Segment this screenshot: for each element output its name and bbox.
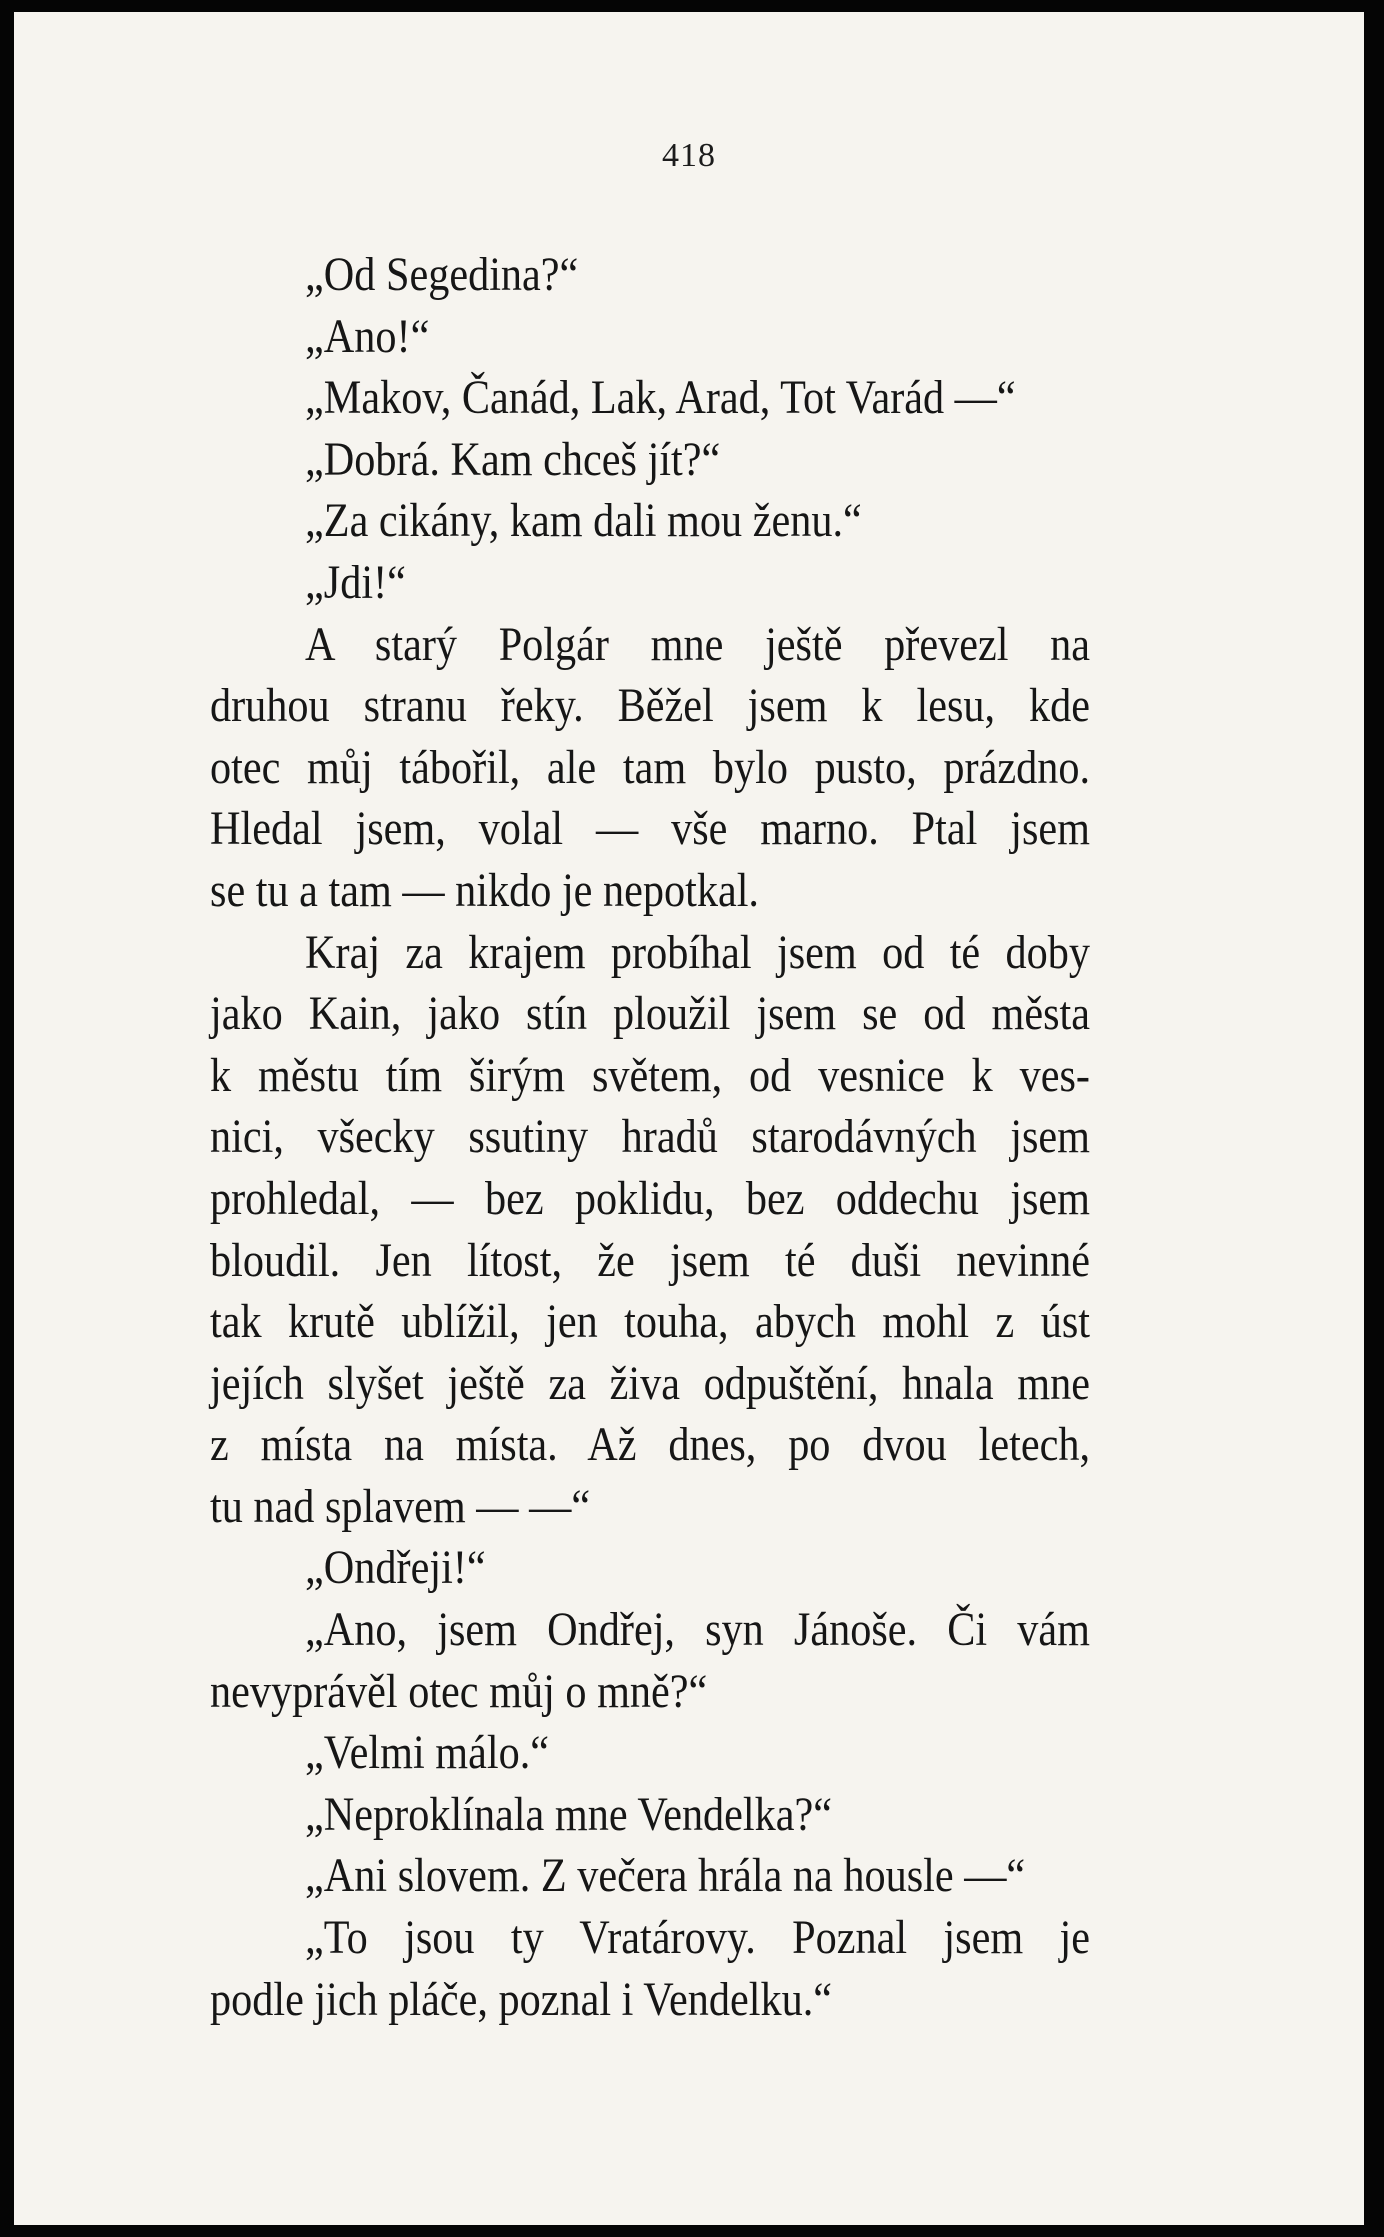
text-line: „To jsou ty Vratárovy. Poznal jsem je <box>305 1911 1090 1965</box>
text-line: „Jdi!“ <box>305 555 406 609</box>
book-page <box>14 12 1364 2225</box>
text-line: „Ano, jsem Ondřej, syn Jánoše. Či vám <box>305 1603 1090 1657</box>
text-line: „Dobrá. Kam chceš jít?“ <box>305 432 721 486</box>
text-line: „Ondřeji!“ <box>305 1541 486 1595</box>
text-line: bloudil. Jen lítost, že jsem té duši nevinné <box>210 1233 1090 1287</box>
page-text <box>210 244 1090 2030</box>
text-line: podle jich pláče, poznal i Vendelku.“ <box>210 1972 833 2026</box>
text-line: Hledal jsem, volal — vše marno. Ptal jsem <box>210 802 1090 856</box>
text-line: druhou stranu řeky. Běžel jsem k lesu, kde <box>210 679 1090 733</box>
text-line: „Makov, Čanád, Lak, Arad, Tot Varád —“ <box>305 371 1016 425</box>
text-line: „Velmi málo.“ <box>305 1726 550 1780</box>
text-line: k městu tím širým světem, od vesnice k ves- <box>210 1048 1090 1102</box>
text-line: prohledal, — bez poklidu, bez oddechu jsem <box>210 1171 1090 1225</box>
text-line: nevyprávěl otec můj o mně?“ <box>210 1664 708 1718</box>
text-line: „Za cikány, kam dali mou ženu.“ <box>305 494 862 548</box>
text-line: z místa na místa. Až dnes, po dvou letech, <box>210 1418 1090 1472</box>
text-line: tu nad splavem — —“ <box>210 1479 591 1533</box>
text-line: nici, všecky ssutiny hradů starodávných jsem <box>210 1110 1090 1164</box>
page-number: 418 <box>662 137 716 174</box>
text-line: „Ano!“ <box>305 309 430 363</box>
text-line: A starý Polgár mne ještě převezl na <box>305 617 1090 671</box>
text-line: tak krutě ublížil, jen touha, abych mohl z úst <box>210 1295 1090 1349</box>
text-line: otec můj tábořil, ale tam bylo pusto, prázdno. <box>210 740 1090 794</box>
text-line: jejích slyšet ještě za živa odpuštění, hnala mne <box>210 1356 1090 1410</box>
text-line: „Neproklínala mne Vendelka?“ <box>305 1787 833 1841</box>
text-line: se tu a tam — nikdo je nepotkal. <box>210 863 759 917</box>
text-line: „Ani slovem. Z večera hrála na housle —“ <box>305 1849 1026 1903</box>
text-line: jako Kain, jako stín ploužil jsem se od města <box>210 987 1090 1041</box>
text-line: Kraj za krajem probíhal jsem od té doby <box>305 925 1090 979</box>
text-line: „Od Segedina?“ <box>305 248 579 301</box>
